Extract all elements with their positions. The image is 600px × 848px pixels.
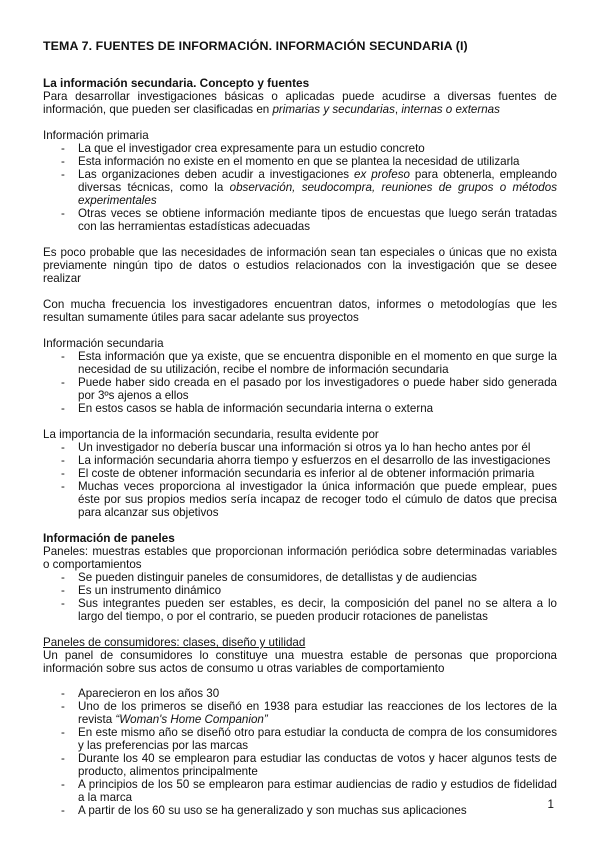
intro-paragraph (43, 90, 557, 116)
list-item: - La información secundaria ahorra tiempo y esfuerzos en el desarrollo de las investigaciones (43, 454, 557, 467)
importance-list (43, 441, 557, 519)
consumers-heading: Paneles de consumidores: clases, diseño y utilidad (43, 636, 306, 649)
paragraph: Con mucha frecuencia los investigadores encuentran datos, informes o metodologías que les resultan sumamente útiles para sacar adelante sus proyectos (43, 298, 557, 324)
secondary-label: Información secundaria (43, 337, 164, 350)
list-item: - Durante los 40 se emplearon para estudiar las conductas de votos y hacer algunos tests de producto, alimentos principalmente (43, 752, 557, 778)
list-item: - A partir de los 60 su uso se ha generalizado y son muchas sus aplicaciones (43, 804, 557, 817)
list-item: - En estos casos se habla de información secundaria interna o externa (43, 402, 557, 415)
item-text: para obtenerla, empleando diversas técnicas, como la (78, 168, 557, 194)
list-item: - Es un instrumento dinámico (43, 584, 557, 597)
list-item: - En este mismo año se diseñó otro para estudiar la conducta de compra de los consumidores y las preferencias por las marcas (43, 726, 557, 752)
intro-text: Para desarrollar investigaciones básicas o aplicadas puede acudirse a diversas fuentes de información, que pueden ser clasificadas en (43, 90, 557, 116)
list-item: - La que el investigador crea expresamente para un estudio concreto (43, 142, 557, 155)
intro-italic-1: primarias y secundarias (272, 103, 395, 116)
paragraph: Es poco probable que las necesidades de información sean tan especiales o únicas que no exista previamente ningún tipo de datos o estudios relacionados con la investigación que se desee realizar (43, 246, 557, 285)
list-item: - Puede haber sido creada en el pasado por los investigadores o puede haber sido generada por 3ºs ajenos a ellos (43, 376, 557, 402)
list-item: - Sus integrantes pueden ser estables, es decir, la composición del panel no se altera a lo largo del tiempo, o por el contrario, se pueden producir rotaciones de panelistas (43, 597, 557, 623)
list-item: - Se pueden distinguir paneles de consumidores, de detallistas y de audiencias (43, 571, 557, 584)
list-item (43, 700, 557, 726)
item-italic: observación, seudocompra, reuniones de grupos o métodos experimentales (78, 181, 557, 207)
list-item: - Un investigador no debería buscar una información si otros ya lo han hecho antes por él (43, 441, 557, 454)
section-heading-panels: Información de paneles (43, 531, 175, 545)
section-heading-secondary-info: La información secundaria. Concepto y fuentes (43, 76, 310, 90)
intro-italic-2: internas o externas (401, 103, 500, 116)
item-text: Las organizaciones deben acudir a investigaciones (78, 168, 355, 181)
list-item: - Esta información que ya existe, que se encuentra disponible en el momento en que surge la necesidad de su utilización, recibe el nombre de información secundaria (43, 350, 557, 376)
page-title: TEMA 7. FUENTES DE INFORMACIÓN. INFORMACIÓN SECUNDARIA (I) (43, 39, 468, 53)
list-item: - Otras veces se obtiene información mediante tipos de encuestas que luego serán tratadas con las herramientas estadísticas adecuadas (43, 207, 557, 233)
panels-list (43, 571, 557, 623)
item-italic: ex profeso (354, 168, 410, 181)
item-italic: “Woman's Home Companion” (115, 713, 268, 726)
consumers-intro: Un panel de consumidores lo constituye una muestra estable de personas que proporciona información sobre sus actos de consumo u otras variables de comportamiento (43, 649, 557, 675)
list-item: - A principios de los 50 se emplearon para estimar audiencias de radio y estudios de fidelidad a la marca (43, 778, 557, 804)
intro-sep: , (394, 103, 402, 116)
page-number: 1 (547, 798, 554, 811)
item-text: Uno de los primeros se diseñó en 1938 para estudiar las reacciones de los lectores de la revista (78, 700, 557, 726)
primary-list (43, 142, 557, 233)
list-item: - Esta información no existe en el momento en que se plantea la necesidad de utilizarla (43, 155, 557, 168)
list-item: - El coste de obtener información secundaria es inferior al de obtener información primaria (43, 467, 557, 480)
panels-intro: Paneles: muestras estables que proporcionan información periódica sobre determinadas variables o comportamientos (43, 545, 557, 571)
consumers-list (43, 687, 557, 817)
secondary-list (43, 350, 557, 415)
primary-label: Información primaria (43, 129, 149, 142)
list-item: - Aparecieron en los años 30 (43, 687, 557, 700)
list-item: - Muchas veces proporciona al investigador la única información que puede emplear, pues éste por sus propios medios sería incapaz de recoger todo el cúmulo de datos que precisa para alcanzar sus objetivos (43, 480, 557, 519)
importance-label: La importancia de la información secundaria, resulta evidente por (43, 428, 379, 441)
list-item (43, 168, 557, 207)
document-page (43, 40, 557, 817)
